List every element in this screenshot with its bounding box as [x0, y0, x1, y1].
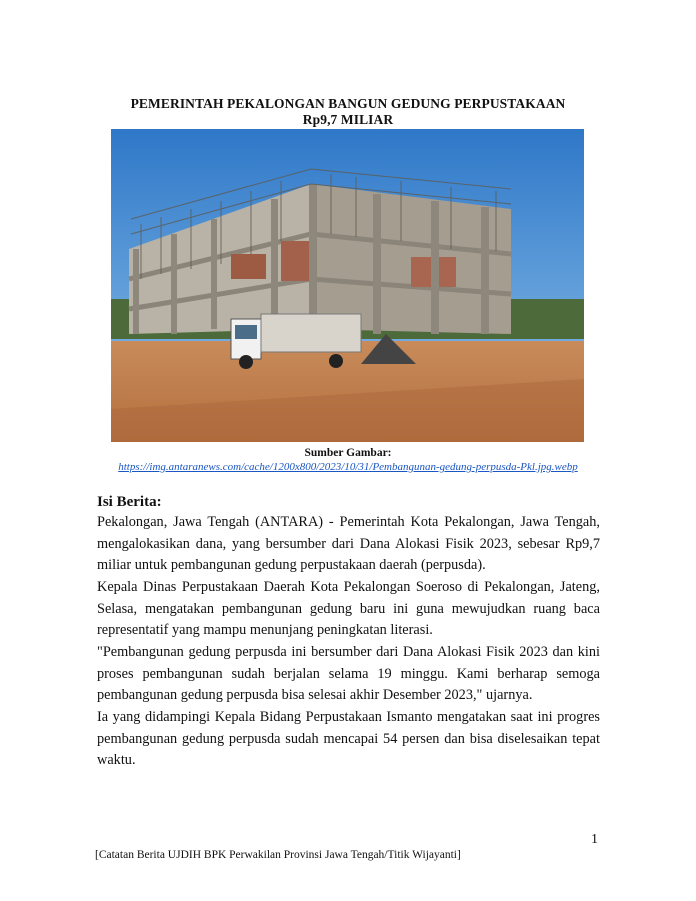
paragraph-2: Kepala Dinas Perpustakaan Daerah Kota Pekalongan Soeroso di Pekalongan, Jateng, Selasa, mengatakan pembangunan gedung baru ini guna mewujudkan ruang baca representatif yang mampu menunjang peningkatan literasi.	[97, 579, 600, 639]
image-source-label: Sumber Gambar:	[304, 447, 392, 459]
article-title	[0, 96, 696, 128]
paragraph-3: "Pembangunan gedung perpusda ini bersumber dari Dana Alokasi Fisik 2023 dan kini proses pembangunan sudah berjalan selama 19 minggu. Kami berharap semoga pembangunan gedung perpusda bisa selesai akhir Desember 2023," ujarnya.	[97, 644, 600, 704]
page-number: 1	[591, 832, 598, 847]
content-heading: Isi Berita:	[97, 494, 162, 510]
construction-site-photo	[111, 129, 584, 442]
image-source-link[interactable]: https://img.antaranews.com/cache/1200x800/2023/10/31/Pembangunan-gedung-perpusda-Pkl.jpg.webp	[118, 461, 578, 473]
article-title-line-1: PEMERINTAH PEKALONGAN BANGUN GEDUNG PERPUSTAKAAN	[130, 96, 566, 111]
paragraph-4: Ia yang didampingi Kepala Bidang Perpustakaan Ismanto mengatakan saat ini progres pembangunan gedung perpusda sudah mencapai 54 persen dan bisa diselesaikan tepat waktu.	[97, 709, 600, 769]
article-title-line-2: Rp9,7 MILIAR	[302, 112, 394, 127]
footer-note: [Catatan Berita UJDIH BPK Perwakilan Provinsi Jawa Tengah/Titik Wijayanti]	[95, 849, 461, 861]
paragraph-1: Pekalongan, Jawa Tengah (ANTARA) - Pemerintah Kota Pekalongan, Jawa Tengah, mengalokasikan dana, yang bersumber dari Dana Alokasi Fisik 2023, sebesar Rp9,7 miliar untuk pembangunan gedung perpustakaan daerah (perpusda).	[97, 514, 600, 574]
